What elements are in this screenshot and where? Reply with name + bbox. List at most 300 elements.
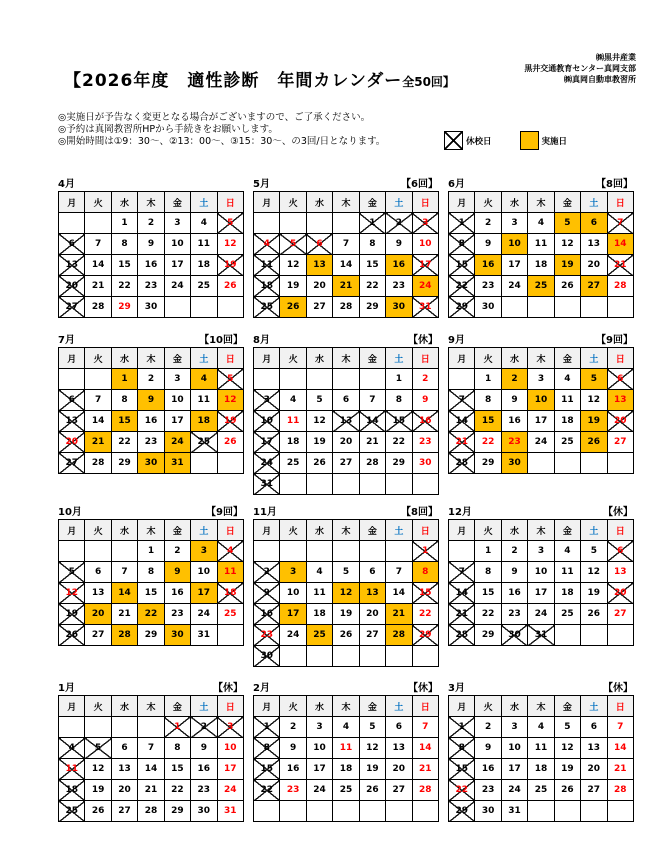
day-cell: 4 <box>333 717 359 738</box>
day-cell: 1 <box>359 213 385 234</box>
empty-cell <box>528 801 554 822</box>
day-cell: 31 <box>501 801 527 822</box>
day-cell: 21 <box>85 432 111 453</box>
empty-cell <box>254 801 280 822</box>
week-row <box>59 453 244 474</box>
day-cell: 24 <box>280 625 306 646</box>
day-cell: 17 <box>528 583 554 604</box>
closed-day-icon <box>444 131 463 150</box>
week-row <box>254 432 439 453</box>
empty-cell <box>359 541 385 562</box>
day-cell: 26 <box>581 604 607 625</box>
day-cell: 24 <box>412 276 438 297</box>
day-cell: 3 <box>280 562 306 583</box>
week-row <box>254 780 439 801</box>
weekday-header: 金 <box>164 192 190 213</box>
day-cell: 22 <box>111 276 137 297</box>
day-cell: 22 <box>475 604 501 625</box>
empty-cell <box>191 297 217 318</box>
day-cell: 12 <box>554 738 580 759</box>
weekday-header: 日 <box>412 696 438 717</box>
month-calendar-table <box>448 695 634 822</box>
day-cell: 3 <box>528 369 554 390</box>
weekday-header: 水 <box>501 192 527 213</box>
week-row <box>449 801 634 822</box>
week-row <box>59 276 244 297</box>
day-cell: 25 <box>528 276 554 297</box>
day-cell: 16 <box>412 411 438 432</box>
day-cell: 19 <box>306 432 332 453</box>
month-calendar-table <box>253 191 439 318</box>
weekday-header: 日 <box>217 348 243 369</box>
week-row <box>449 297 634 318</box>
day-cell: 13 <box>607 562 633 583</box>
weekday-header: 土 <box>581 520 607 541</box>
weekday-header: 月 <box>449 192 475 213</box>
empty-cell <box>333 474 359 495</box>
day-cell: 8 <box>386 390 412 411</box>
day-cell: 23 <box>475 276 501 297</box>
day-cell: 21 <box>111 604 137 625</box>
week-row <box>449 759 634 780</box>
week-row <box>449 604 634 625</box>
weekday-header: 日 <box>607 520 633 541</box>
day-cell: 26 <box>581 432 607 453</box>
day-cell: 21 <box>359 432 385 453</box>
weekday-header: 火 <box>85 348 111 369</box>
day-cell: 12 <box>217 390 243 411</box>
empty-cell <box>501 297 527 318</box>
day-cell: 3 <box>164 213 190 234</box>
day-cell: 31 <box>412 297 438 318</box>
day-cell: 16 <box>191 759 217 780</box>
day-cell: 7 <box>386 562 412 583</box>
day-cell: 16 <box>280 759 306 780</box>
empty-cell <box>85 541 111 562</box>
day-cell: 26 <box>333 625 359 646</box>
day-cell: 3 <box>528 541 554 562</box>
day-cell: 24 <box>164 276 190 297</box>
day-cell: 23 <box>164 604 190 625</box>
day-cell: 2 <box>501 369 527 390</box>
day-cell: 25 <box>59 801 85 822</box>
day-cell: 9 <box>191 738 217 759</box>
month-block <box>253 680 438 822</box>
week-row <box>59 759 244 780</box>
day-cell: 4 <box>254 234 280 255</box>
day-cell: 14 <box>449 411 475 432</box>
week-row <box>449 625 634 646</box>
day-cell: 9 <box>501 562 527 583</box>
day-cell: 24 <box>306 780 332 801</box>
day-cell: 8 <box>164 738 190 759</box>
day-cell: 17 <box>280 604 306 625</box>
day-cell: 16 <box>501 411 527 432</box>
weekday-header: 土 <box>581 348 607 369</box>
day-cell: 12 <box>333 583 359 604</box>
week-row <box>449 213 634 234</box>
day-cell: 24 <box>501 780 527 801</box>
day-cell: 25 <box>191 276 217 297</box>
day-cell: 6 <box>581 717 607 738</box>
week-row <box>59 411 244 432</box>
day-cell: 8 <box>475 562 501 583</box>
day-cell: 16 <box>164 583 190 604</box>
day-cell: 6 <box>581 213 607 234</box>
weekday-header: 木 <box>528 520 554 541</box>
weekday-header: 金 <box>359 348 385 369</box>
day-cell: 6 <box>607 541 633 562</box>
month-header <box>448 680 633 694</box>
day-cell: 18 <box>59 780 85 801</box>
weekday-header-row <box>449 348 634 369</box>
day-cell: 25 <box>217 604 243 625</box>
week-row <box>254 801 439 822</box>
day-cell: 30 <box>164 625 190 646</box>
weekday-header: 金 <box>359 696 385 717</box>
company-name: ㈱黒井産業 <box>596 53 636 62</box>
day-cell: 23 <box>386 276 412 297</box>
empty-cell <box>254 213 280 234</box>
day-cell: 18 <box>191 411 217 432</box>
day-cell: 21 <box>449 604 475 625</box>
day-cell: 29 <box>138 625 164 646</box>
day-cell: 27 <box>59 297 85 318</box>
empty-cell <box>138 717 164 738</box>
weekday-header: 土 <box>191 192 217 213</box>
legend-session-label: 実施日 <box>541 136 568 147</box>
empty-cell <box>386 541 412 562</box>
day-cell: 8 <box>111 390 137 411</box>
day-cell: 29 <box>475 453 501 474</box>
day-cell: 27 <box>607 432 633 453</box>
month-block <box>448 680 633 822</box>
day-cell: 5 <box>217 369 243 390</box>
month-name: 1月 <box>58 683 75 694</box>
day-cell: 18 <box>333 759 359 780</box>
day-cell: 17 <box>217 759 243 780</box>
empty-cell <box>280 369 306 390</box>
day-cell: 13 <box>111 759 137 780</box>
day-cell: 31 <box>191 625 217 646</box>
day-cell: 24 <box>528 432 554 453</box>
empty-cell <box>607 297 633 318</box>
empty-cell <box>607 453 633 474</box>
day-cell: 3 <box>191 541 217 562</box>
empty-cell <box>217 453 243 474</box>
day-cell: 4 <box>528 213 554 234</box>
empty-cell <box>333 801 359 822</box>
week-row <box>59 625 244 646</box>
weekday-header: 金 <box>554 520 580 541</box>
day-cell: 19 <box>217 255 243 276</box>
day-cell: 1 <box>449 213 475 234</box>
month-header <box>448 176 633 190</box>
weekday-header: 日 <box>607 696 633 717</box>
day-cell: 15 <box>412 583 438 604</box>
day-cell: 14 <box>607 234 633 255</box>
day-cell: 14 <box>333 255 359 276</box>
day-cell: 24 <box>501 276 527 297</box>
session-day-icon <box>520 131 539 150</box>
day-cell: 16 <box>501 583 527 604</box>
day-cell: 11 <box>333 738 359 759</box>
day-cell: 20 <box>59 432 85 453</box>
day-cell: 9 <box>280 738 306 759</box>
day-cell: 11 <box>554 562 580 583</box>
day-cell: 2 <box>475 717 501 738</box>
week-row <box>449 738 634 759</box>
week-row <box>59 562 244 583</box>
weekday-header: 月 <box>59 520 85 541</box>
empty-cell <box>280 801 306 822</box>
empty-cell <box>280 213 306 234</box>
empty-cell <box>386 646 412 667</box>
month-block <box>448 332 633 474</box>
day-cell: 5 <box>217 213 243 234</box>
day-cell: 29 <box>449 801 475 822</box>
month-header <box>253 504 438 518</box>
week-row <box>254 255 439 276</box>
empty-cell <box>85 369 111 390</box>
day-cell: 26 <box>306 453 332 474</box>
day-cell: 19 <box>217 411 243 432</box>
day-cell: 19 <box>333 604 359 625</box>
day-cell: 3 <box>217 717 243 738</box>
empty-cell <box>581 801 607 822</box>
day-cell: 7 <box>449 562 475 583</box>
day-cell: 7 <box>85 390 111 411</box>
week-row <box>59 369 244 390</box>
empty-cell <box>254 369 280 390</box>
day-cell: 30 <box>501 625 527 646</box>
day-cell: 12 <box>554 234 580 255</box>
weekday-header: 日 <box>412 348 438 369</box>
weekday-header-row <box>449 520 634 541</box>
day-cell: 9 <box>254 583 280 604</box>
day-cell: 1 <box>386 369 412 390</box>
day-cell: 5 <box>581 541 607 562</box>
weekday-header: 火 <box>85 520 111 541</box>
month-header <box>58 176 243 190</box>
weekday-header: 木 <box>333 520 359 541</box>
empty-cell <box>59 213 85 234</box>
week-row <box>254 583 439 604</box>
month-header <box>448 504 633 518</box>
weekday-header: 水 <box>306 696 332 717</box>
month-block <box>58 680 243 822</box>
week-row <box>254 276 439 297</box>
day-cell: 20 <box>85 604 111 625</box>
empty-cell <box>111 717 137 738</box>
empty-cell <box>306 541 332 562</box>
day-cell: 21 <box>386 604 412 625</box>
week-row <box>254 411 439 432</box>
weekday-header: 木 <box>138 520 164 541</box>
day-cell: 8 <box>449 738 475 759</box>
day-cell: 6 <box>607 369 633 390</box>
day-cell: 9 <box>386 234 412 255</box>
day-cell: 27 <box>581 780 607 801</box>
day-cell: 25 <box>254 297 280 318</box>
weekday-header: 火 <box>475 192 501 213</box>
day-cell: 30 <box>138 453 164 474</box>
week-row <box>254 541 439 562</box>
month-calendar-table <box>58 519 244 646</box>
week-row <box>449 717 634 738</box>
weekday-header: 金 <box>164 520 190 541</box>
day-cell: 1 <box>475 369 501 390</box>
note-line: ◎実施日が予告なく変更となる場合がございますので、ご了承ください。 <box>58 112 371 123</box>
day-cell: 29 <box>164 801 190 822</box>
day-cell: 26 <box>554 780 580 801</box>
week-row <box>449 583 634 604</box>
empty-cell <box>412 646 438 667</box>
day-cell: 22 <box>111 432 137 453</box>
day-cell: 15 <box>359 255 385 276</box>
day-cell: 21 <box>607 255 633 276</box>
day-cell: 14 <box>111 583 137 604</box>
day-cell: 1 <box>164 717 190 738</box>
day-cell: 16 <box>386 255 412 276</box>
day-cell: 20 <box>386 759 412 780</box>
empty-cell <box>386 474 412 495</box>
note-line: ◎開始時間は①9：30～、②13：00～、③15：30～、の3回/日となります。 <box>58 136 386 147</box>
empty-cell <box>412 801 438 822</box>
weekday-header: 月 <box>254 520 280 541</box>
weekday-header-row <box>449 192 634 213</box>
weekday-header: 火 <box>85 696 111 717</box>
day-cell: 14 <box>386 583 412 604</box>
legend <box>444 131 567 150</box>
month-block <box>58 332 243 474</box>
weekday-header: 金 <box>164 348 190 369</box>
day-cell: 21 <box>138 780 164 801</box>
weekday-header: 月 <box>59 348 85 369</box>
weekday-header: 水 <box>306 348 332 369</box>
month-block <box>253 176 438 318</box>
weekday-header: 木 <box>528 348 554 369</box>
month-calendar-table <box>448 191 634 318</box>
day-cell: 20 <box>581 255 607 276</box>
week-row <box>59 583 244 604</box>
day-cell: 31 <box>164 453 190 474</box>
empty-cell <box>554 625 580 646</box>
day-cell: 9 <box>475 738 501 759</box>
weekday-header: 月 <box>449 520 475 541</box>
week-row <box>254 562 439 583</box>
day-cell: 8 <box>412 562 438 583</box>
week-row <box>59 390 244 411</box>
month-calendar-table <box>58 347 244 474</box>
month-session-count: 【休】 <box>603 683 633 694</box>
month-header <box>253 680 438 694</box>
week-row <box>59 541 244 562</box>
day-cell: 1 <box>111 213 137 234</box>
day-cell: 13 <box>581 738 607 759</box>
day-cell: 7 <box>333 234 359 255</box>
day-cell: 9 <box>138 234 164 255</box>
day-cell: 3 <box>412 213 438 234</box>
day-cell: 15 <box>449 759 475 780</box>
day-cell: 14 <box>85 255 111 276</box>
day-cell: 28 <box>359 453 385 474</box>
day-cell: 22 <box>359 276 385 297</box>
day-cell: 17 <box>501 759 527 780</box>
day-cell: 6 <box>333 390 359 411</box>
weekday-header: 土 <box>386 348 412 369</box>
day-cell: 27 <box>306 297 332 318</box>
empty-cell <box>333 646 359 667</box>
day-cell: 4 <box>280 390 306 411</box>
day-cell: 25 <box>191 432 217 453</box>
empty-cell <box>59 369 85 390</box>
week-row <box>59 780 244 801</box>
day-cell: 9 <box>501 390 527 411</box>
weekday-header: 水 <box>111 192 137 213</box>
day-cell: 5 <box>554 213 580 234</box>
day-cell: 7 <box>449 390 475 411</box>
day-cell: 2 <box>191 717 217 738</box>
day-cell: 16 <box>475 255 501 276</box>
day-cell: 8 <box>138 562 164 583</box>
day-cell: 25 <box>554 604 580 625</box>
empty-cell <box>306 801 332 822</box>
weekday-header: 水 <box>111 696 137 717</box>
notes-list <box>58 112 385 148</box>
day-cell: 24 <box>217 780 243 801</box>
day-cell: 5 <box>333 562 359 583</box>
day-cell: 23 <box>475 780 501 801</box>
weekday-header-row <box>254 348 439 369</box>
day-cell: 15 <box>449 255 475 276</box>
week-row <box>254 759 439 780</box>
day-cell: 18 <box>306 604 332 625</box>
weekday-header: 木 <box>138 192 164 213</box>
empty-cell <box>280 646 306 667</box>
weekday-header: 日 <box>217 520 243 541</box>
month-calendar-table <box>58 191 244 318</box>
weekday-header: 月 <box>254 192 280 213</box>
day-cell: 23 <box>138 276 164 297</box>
empty-cell <box>280 474 306 495</box>
day-cell: 11 <box>554 390 580 411</box>
day-cell: 31 <box>254 474 280 495</box>
week-row <box>254 474 439 495</box>
day-cell: 5 <box>359 717 385 738</box>
month-calendar-table <box>253 347 439 495</box>
week-row <box>254 369 439 390</box>
day-cell: 26 <box>359 780 385 801</box>
day-cell: 29 <box>475 625 501 646</box>
day-cell: 8 <box>359 234 385 255</box>
weekday-header: 日 <box>412 520 438 541</box>
empty-cell <box>554 297 580 318</box>
day-cell: 26 <box>85 801 111 822</box>
day-cell: 14 <box>359 411 385 432</box>
day-cell: 18 <box>554 583 580 604</box>
day-cell: 22 <box>164 780 190 801</box>
week-row <box>59 255 244 276</box>
day-cell: 15 <box>254 759 280 780</box>
week-row <box>449 780 634 801</box>
day-cell: 22 <box>412 604 438 625</box>
day-cell: 14 <box>412 738 438 759</box>
weekday-header: 日 <box>217 192 243 213</box>
weekday-header: 水 <box>111 520 137 541</box>
month-header <box>58 504 243 518</box>
day-cell: 30 <box>386 297 412 318</box>
